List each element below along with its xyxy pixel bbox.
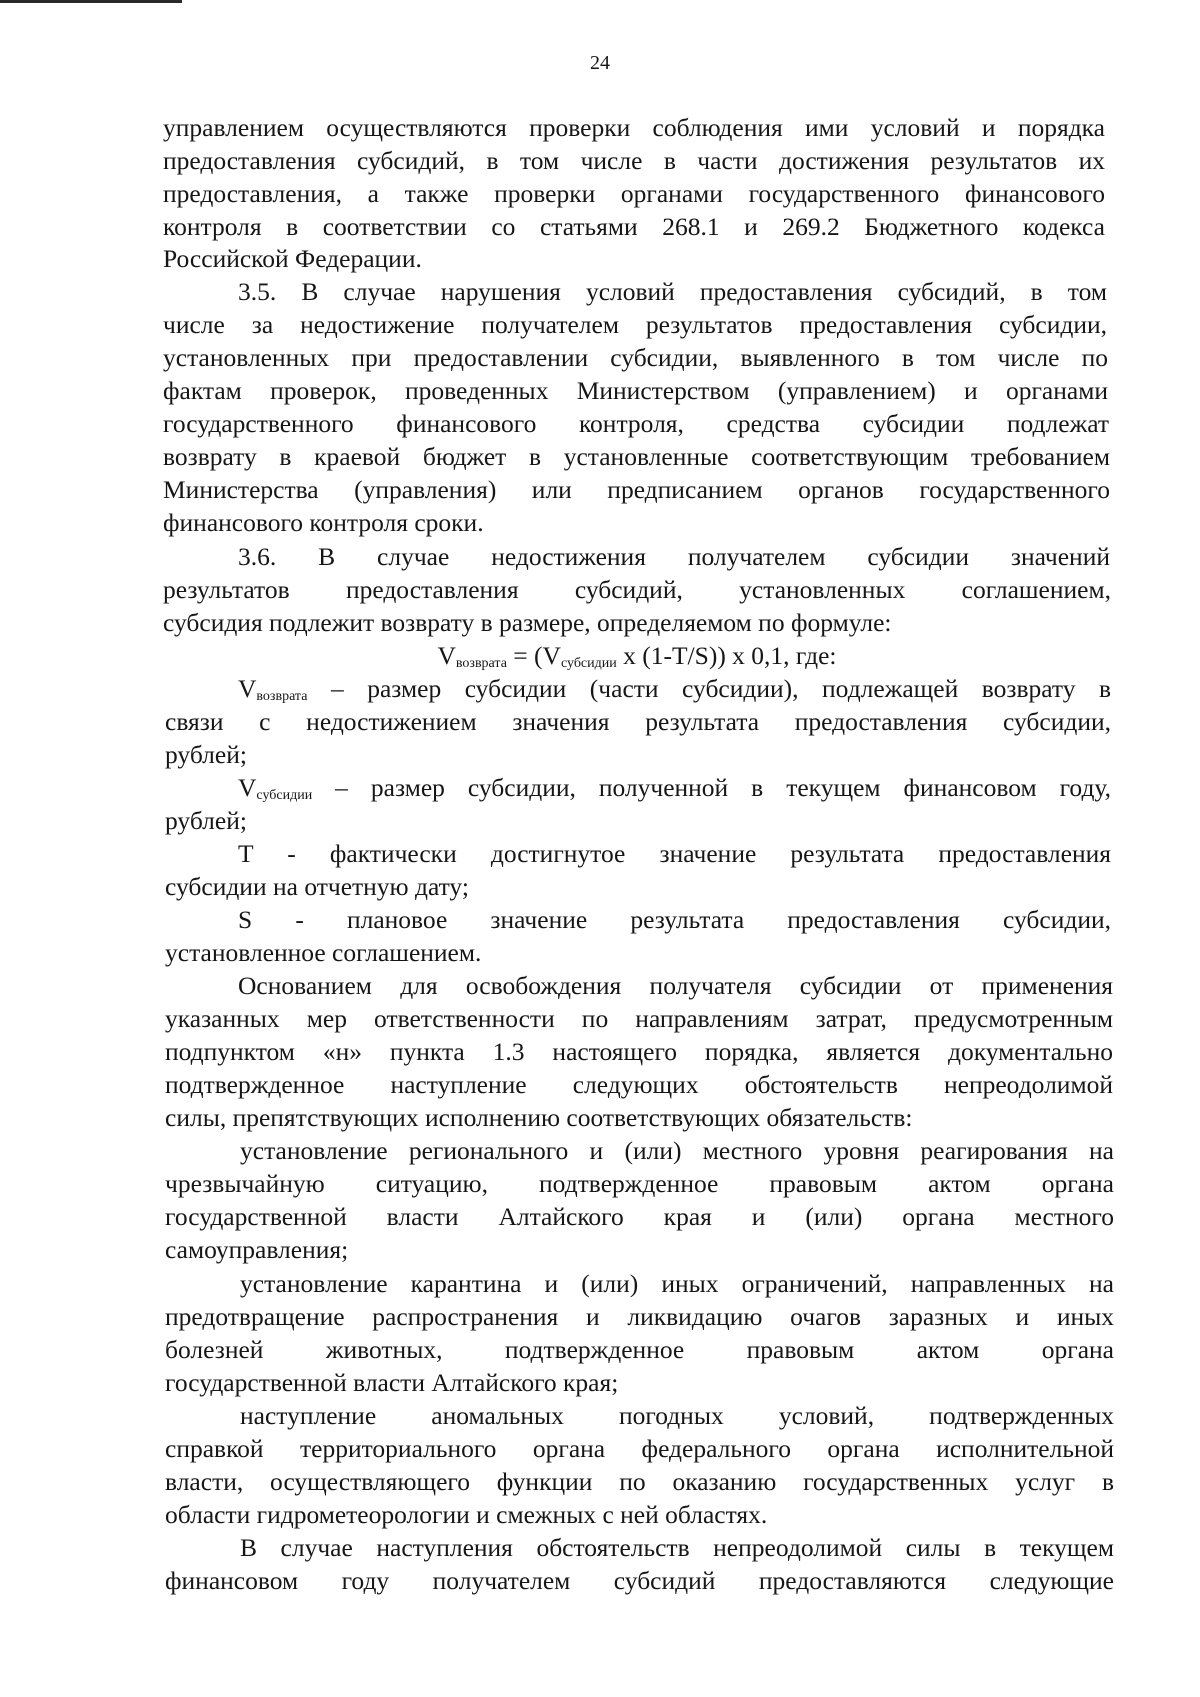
text-line: силы, препятствующих исполнению соответствующих обязательств: (165, 1103, 913, 1132)
text-line: справкой территориального органа федерального органа исполнительной (165, 1434, 1114, 1463)
text-line: установленное соглашением. (165, 938, 482, 967)
text-line: фактам проверок, проведенных Министерством (управлением) и органами (163, 376, 1108, 405)
text-line: рублей; (165, 806, 247, 835)
text-line: государственного финансового контроля, средства субсидии подлежат (163, 409, 1109, 438)
text-line: 3.5. В случае нарушения условий предоставления субсидий, в том (238, 277, 1107, 306)
text-line: установление карантина и (или) иных ограничений, направленных на (240, 1269, 1114, 1298)
text-line: контроля в соответствии со статьями 268.1 и 269.2 Бюджетного кодекса (163, 212, 1105, 241)
text-line: власти, осуществляющего функции по оказанию государственных услуг в (165, 1467, 1114, 1496)
text-line: рублей; (165, 740, 247, 769)
text-line: Основанием для освобождения получателя субсидии от применения (238, 971, 1113, 1000)
text-line: S - плановое значение результата предоставления субсидии, (238, 905, 1111, 934)
variable-definition-line: $V_{субсидии}$ – размер субсидии, полученной в текущем финансовом году, (238, 773, 1111, 803)
text-line: числе за недостижение получателем результатов предоставления субсидии, (163, 310, 1107, 339)
text-line: установление регионального и (или) местного уровня реагирования на (240, 1136, 1114, 1165)
text-line: болезней животных, подтвержденное правовым актом органа (165, 1335, 1114, 1364)
text-line: области гидрометеорологии и смежных с ней областях. (165, 1500, 768, 1529)
text-line: финансовом году получателем субсидий предоставляются следующие (165, 1566, 1114, 1595)
text-line: подпунктом «н» пункта 1.3 настоящего порядка, является документально (165, 1037, 1113, 1066)
page-number: 24 (590, 52, 610, 74)
text-line: результатов предоставления субсидий, установленных соглашением, (163, 575, 1111, 604)
text-line: Российской Федерации. (163, 244, 422, 273)
text-line: финансового контроля сроки. (163, 508, 484, 537)
text-line: управлением осуществляются проверки соблюдения ими условий и порядка (163, 113, 1105, 142)
text-line: В случае наступления обстоятельств непреодолимой силы в текущем (240, 1533, 1114, 1562)
text-line: связи с недостижением значения результата предоставления субсидии, (165, 707, 1111, 736)
variable-definition-line: $V_{возврата}$ – размер субсидии (части субсидии), подлежащей возврату в (238, 674, 1111, 704)
text-line: чрезвычайную ситуацию, подтвержденное правовым актом органа (165, 1169, 1114, 1198)
text-line: предотвращение распространения и ликвидацию очагов заразных и иных (165, 1302, 1114, 1331)
text-line: субсидия подлежит возврату в размере, определяемом по формуле: (163, 608, 892, 637)
return-formula: $V_{возврата} = (V_{субсидии}$ x (1-T/S)) x 0,1, где: (437, 641, 837, 671)
text-line: Министерства (управления) или предписанием органов государственного (163, 475, 1110, 504)
text-line: субсидии на отчетную дату; (165, 872, 469, 901)
text-line: T - фактически достигнутое значение результата предоставления (238, 839, 1111, 868)
text-line: возврату в краевой бюджет в установленные соответствующим требованием (163, 442, 1110, 471)
text-line: государственной власти Алтайского края и (или) органа местного (165, 1202, 1114, 1231)
text-line: наступление аномальных погодных условий, подтвержденных (240, 1401, 1114, 1430)
text-line: предоставления, а также проверки органами государственного финансового (163, 179, 1105, 208)
text-line: установленных при предоставлении субсидии, выявленного в том числе по (163, 343, 1108, 372)
text-line: государственной власти Алтайского края; (165, 1368, 619, 1397)
text-line: указанных мер ответственности по направлениям затрат, предусмотренным (165, 1004, 1113, 1033)
text-line: самоуправления; (165, 1235, 349, 1264)
text-line: 3.6. В случае недостижения получателем субсидии значений (238, 542, 1110, 571)
text-line: подтвержденное наступление следующих обстоятельств непреодолимой (165, 1070, 1113, 1099)
text-line: предоставления субсидий, в том числе в части достижения результатов их (163, 146, 1105, 175)
